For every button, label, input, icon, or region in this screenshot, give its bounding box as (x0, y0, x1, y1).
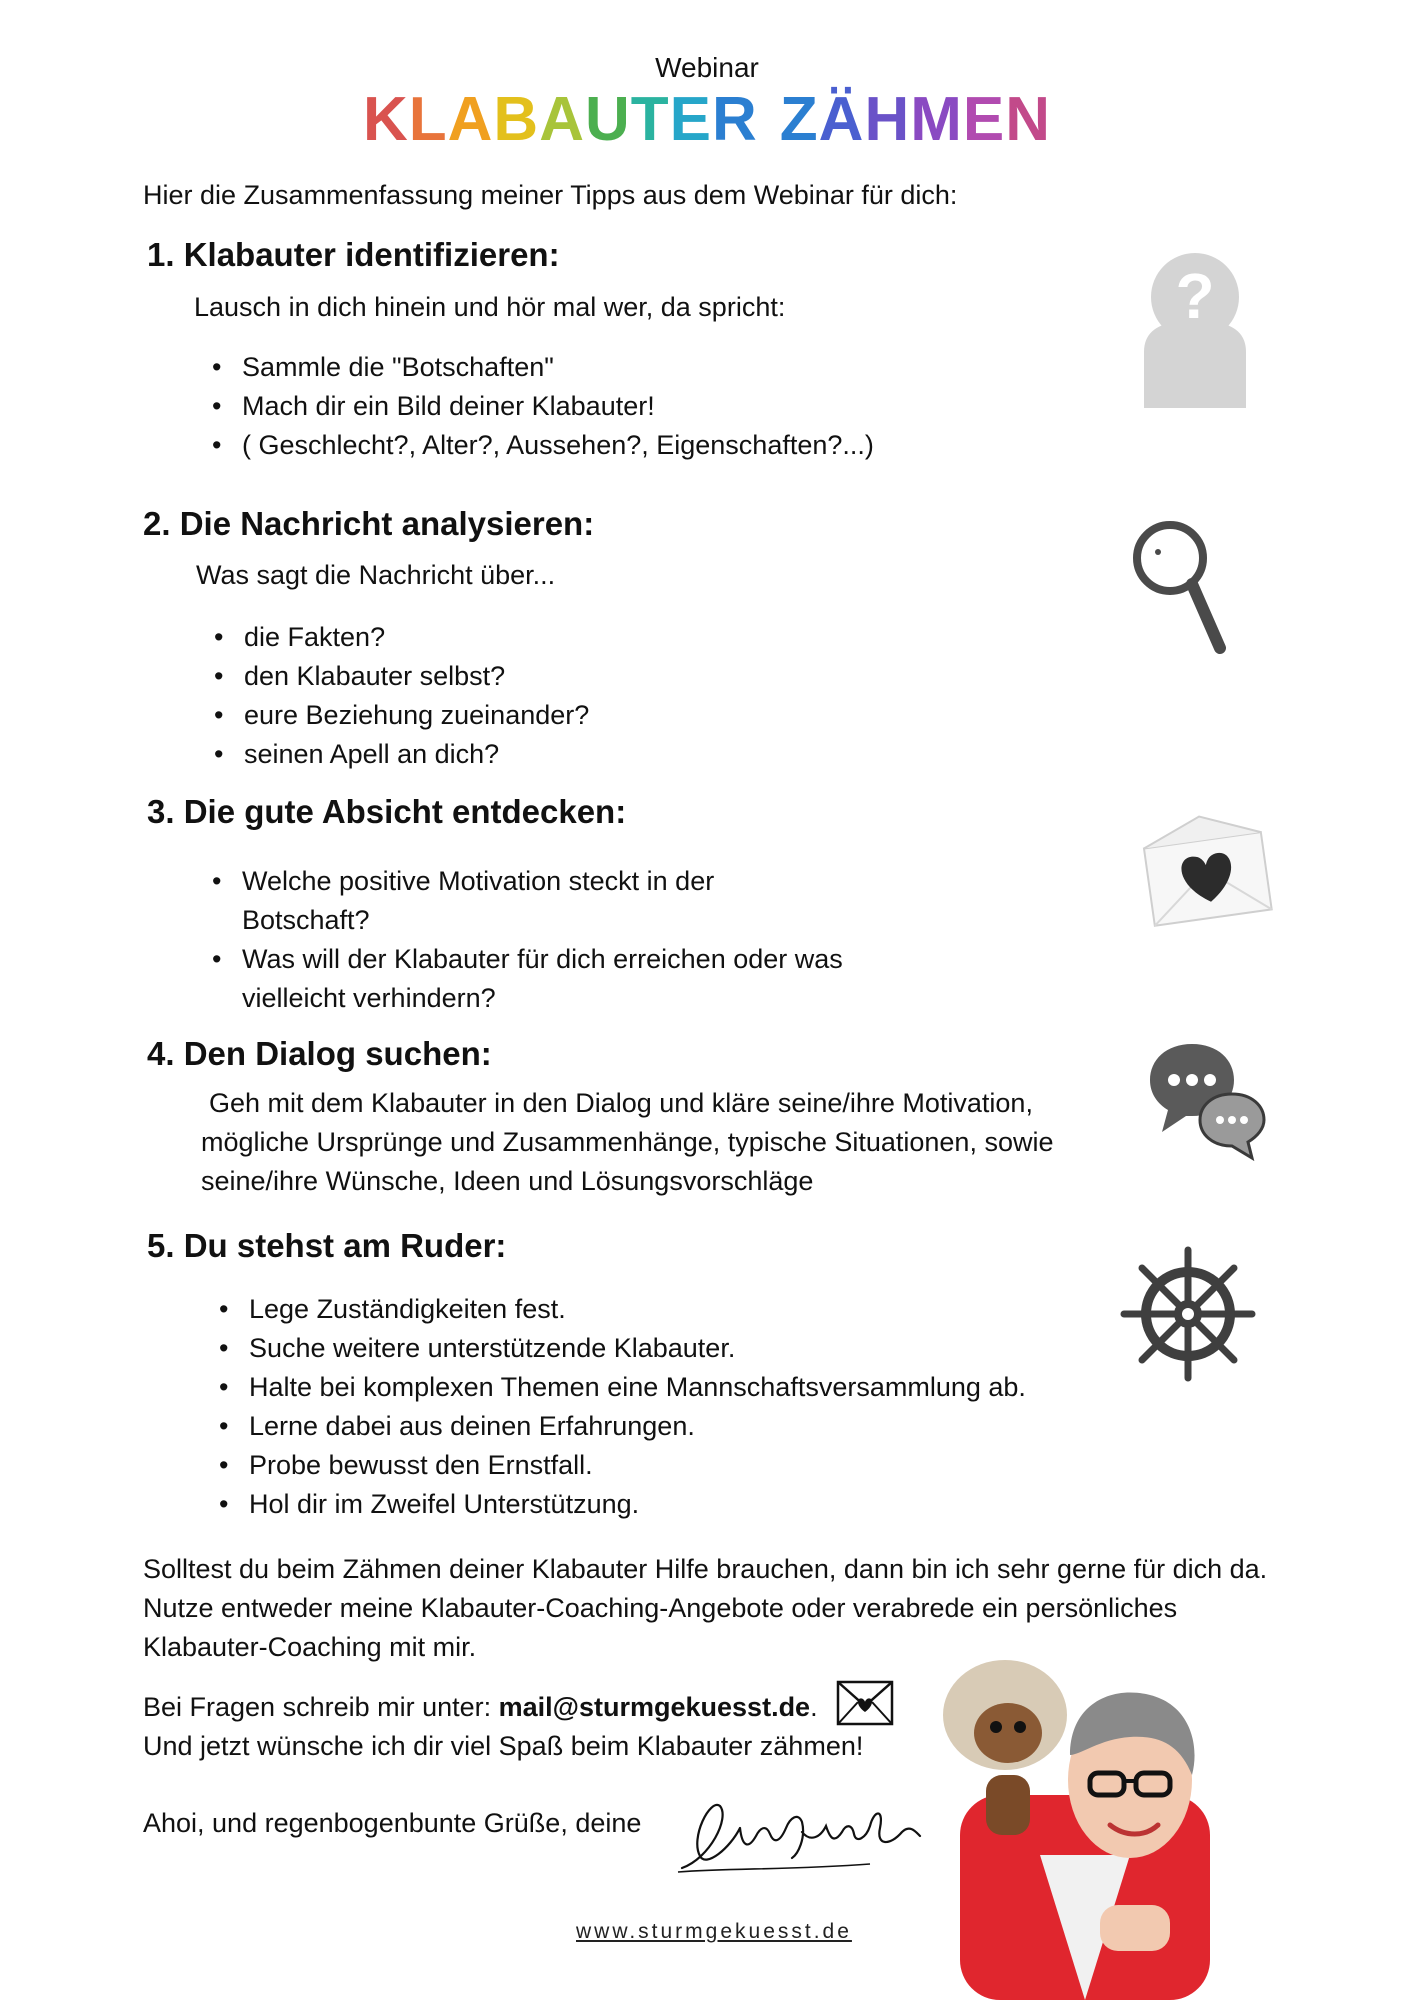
section-3-heading: 3. Die gute Absicht entdecken: (147, 793, 627, 830)
title-letter: U (584, 85, 631, 154)
person-question-icon (1140, 252, 1250, 413)
section-2-subtitle: Was sagt die Nachricht über... (196, 560, 556, 590)
section-4-line: mögliche Ursprünge und Zusammenhänge, typische Situationen, sowie (201, 1127, 1054, 1157)
title-letter: E (669, 85, 712, 154)
title-letter: N (1005, 85, 1052, 154)
title-letter: T (630, 85, 670, 154)
list-item: • Suche weitere unterstützende Klabauter. (219, 1329, 1026, 1368)
list-item: • Lege Zuständigkeiten fest. (219, 1290, 1026, 1329)
greeting-line: Ahoi, und regenbogenbunte Grüße, deine (143, 1808, 642, 1838)
mail-heart-icon (836, 1680, 894, 1731)
list-item: • eure Beziehung zueinander? (214, 696, 589, 735)
closing-line: Solltest du beim Zähmen deiner Klabauter Hilfe brauchen, dann bin ich sehr gerne für dich da. (143, 1554, 1268, 1584)
portrait-photo (930, 1645, 1240, 2005)
title-letter: K (362, 85, 409, 154)
contact-line (143, 1688, 818, 1727)
section-2-heading: 2. Die Nachricht analysieren: (143, 505, 595, 542)
title-letter: A (539, 85, 585, 154)
wish-line: Und jetzt wünsche ich dir viel Spaß beim Klabauter zähmen! (143, 1731, 864, 1761)
title-letter: H (864, 85, 911, 154)
list-item: • Was will der Klabauter für dich erreichen oder was vielleicht verhindern? (212, 940, 843, 1018)
section-1-heading: 1. Klabauter identifizieren: (147, 236, 560, 273)
list-item: • Hol dir im Zweifel Unterstützung. (219, 1485, 1026, 1524)
list-item: • Lerne dabei aus deinen Erfahrungen. (219, 1407, 1026, 1446)
list-item: • den Klabauter selbst? (214, 657, 589, 696)
closing-line: Nutze entweder meine Klabauter-Coaching-Angebote oder verabrede ein persönliches (143, 1593, 1178, 1623)
section-3-list (212, 862, 843, 1018)
section-5-heading: 5. Du stehst am Ruder: (147, 1227, 507, 1264)
closing-line: Klabauter-Coaching mit mir. (143, 1632, 477, 1662)
list-item: • Sammle die "Botschaften" (212, 348, 874, 387)
section-1-subtitle: Lausch in dich hinein und hör mal wer, da spricht: (194, 292, 786, 322)
list-item: • Halte bei komplexen Themen eine Mannschaftsversammlung ab. (219, 1368, 1026, 1407)
section-4-heading: 4. Den Dialog suchen: (147, 1035, 492, 1072)
title-letter: B (493, 85, 540, 154)
list-item: • Welche positive Motivation steckt in der Botschaft? (212, 862, 843, 940)
ship-wheel-icon (1120, 1246, 1256, 1387)
list-item-continuation: • ( Geschlecht?, Alter?, Aussehen?, Eigenschaften?...) (212, 426, 874, 465)
title-letter: M (910, 85, 963, 154)
contact-prefix: Bei Fragen schreib mir unter: (143, 1692, 499, 1722)
webinar-kicker: Webinar (655, 52, 759, 83)
section-4-line: Geh mit dem Klabauter in den Dialog und kläre seine/ihre Motivation, (209, 1088, 1033, 1118)
list-item: • seinen Apell an dich? (214, 735, 589, 774)
svg-text:?: ? (1175, 260, 1215, 332)
title-letter: A (447, 85, 494, 154)
section-1-list (212, 348, 874, 465)
contact-suffix: . (810, 1692, 818, 1722)
section-5-list (219, 1290, 1026, 1524)
page-title (0, 84, 1414, 156)
chat-bubbles-icon (1146, 1040, 1270, 1167)
section-4-line: seine/ihre Wünsche, Ideen und Lösungsvorschläge (201, 1166, 814, 1196)
list-item: • Mach dir ein Bild deiner Klabauter! (212, 387, 874, 426)
list-item: • die Fakten? (214, 618, 589, 657)
website-link[interactable]: www.sturmgekuesst.de (576, 1920, 852, 1943)
title-letter: E (962, 85, 1006, 154)
title-letter: L (408, 85, 448, 154)
magnifier-icon (1130, 518, 1230, 663)
list-item: • Probe bewusst den Ernstfall. (219, 1446, 1026, 1485)
heart-envelope-icon (1140, 810, 1274, 941)
title-letter (758, 84, 780, 156)
email-link[interactable]: mail@sturmgekuesst.de (498, 1692, 811, 1722)
intro-text: Hier die Zusammenfassung meiner Tipps aus dem Webinar für dich: (143, 180, 958, 210)
title-letter: Ä (818, 85, 865, 154)
title-letter: R (712, 85, 758, 154)
signature (670, 1798, 922, 1883)
title-letter: Z (779, 85, 819, 154)
section-2-list (214, 618, 589, 774)
section-4-body (201, 1084, 1101, 1201)
